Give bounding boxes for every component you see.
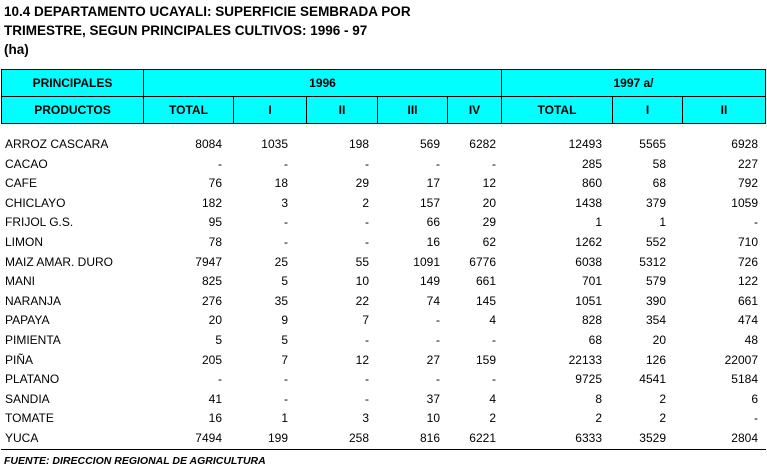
- row-value: 29: [482, 215, 496, 230]
- row-value: 10: [355, 274, 369, 289]
- row-value: 5565: [639, 137, 666, 151]
- row-value: 157: [419, 195, 440, 210]
- row-value: -: [284, 156, 288, 171]
- table-row: [0, 331, 767, 351]
- row-value: 6: [751, 391, 758, 406]
- col-q2-1996: II: [306, 96, 378, 124]
- row-value: 285: [581, 156, 602, 171]
- row-value: 6928: [731, 137, 758, 151]
- row-value: 18: [274, 176, 288, 191]
- row-value: 4541: [639, 372, 666, 387]
- row-value: 48: [744, 332, 758, 347]
- table-row: [0, 409, 767, 429]
- row-value: -: [754, 411, 758, 426]
- row-value: 7947: [195, 254, 222, 269]
- col-q3-1996: III: [377, 96, 448, 124]
- row-value: -: [218, 372, 222, 387]
- table-row: [0, 390, 767, 410]
- row-product-name: LIMON: [5, 234, 44, 249]
- row-value: 276: [201, 293, 222, 308]
- row-value: 5: [215, 332, 222, 347]
- row-value: 10: [426, 411, 440, 426]
- row-value: 41: [208, 391, 222, 406]
- row-value: 4: [489, 313, 496, 328]
- row-product-name: CAFE: [5, 176, 38, 191]
- row-value: 6776: [469, 254, 496, 269]
- title-line-2: TRIMESTRE, SEGUN PRINCIPALES CULTIVOS: 1996 - 97: [4, 23, 368, 38]
- row-value: 2: [489, 411, 496, 426]
- row-product-name: SANDIA: [5, 391, 50, 406]
- row-value: 8084: [195, 137, 222, 151]
- row-value: 182: [201, 195, 222, 210]
- row-value: 6221: [469, 430, 496, 445]
- row-value: 6282: [469, 137, 496, 151]
- source-note: FUENTE: DIRECCION REGIONAL DE AGRICULTURA: [4, 455, 266, 467]
- row-value: 1262: [575, 234, 602, 249]
- row-product-name: PIÑA: [5, 352, 34, 367]
- row-value: 20: [652, 332, 666, 347]
- row-value: -: [284, 391, 288, 406]
- row-value: 726: [737, 254, 758, 269]
- row-product-name: PLATANO: [5, 372, 60, 387]
- col-q4-1996: IV: [447, 96, 502, 124]
- row-value: 16: [426, 234, 440, 249]
- row-value: -: [365, 332, 369, 347]
- row-value: -: [365, 234, 369, 249]
- table-body: [0, 135, 767, 449]
- row-value: 7: [281, 352, 288, 367]
- row-value: 3529: [639, 430, 666, 445]
- table-row: [0, 351, 767, 371]
- row-value: -: [365, 372, 369, 387]
- row-value: 9725: [575, 372, 602, 387]
- row-value: 12493: [568, 137, 602, 151]
- table-header: [1, 69, 766, 124]
- row-value: 37: [426, 391, 440, 406]
- row-product-name: CACAO: [5, 156, 48, 171]
- table-row: [0, 370, 767, 390]
- row-product-name: PIMIENTA: [5, 332, 61, 347]
- row-value: 3: [362, 411, 369, 426]
- col-q2-1997: II: [682, 96, 766, 124]
- table-title: [4, 2, 604, 59]
- header-year-1996: 1996: [143, 69, 502, 97]
- row-value: 552: [645, 234, 666, 249]
- row-value: 55: [355, 254, 369, 269]
- row-product-name: YUCA: [5, 430, 39, 445]
- row-product-name: FRIJOL G.S.: [5, 215, 74, 230]
- table-row: [0, 135, 767, 155]
- row-value: 22: [355, 293, 369, 308]
- row-value: 1: [281, 411, 288, 426]
- row-value: 35: [274, 293, 288, 308]
- row-value: 27: [426, 352, 440, 367]
- row-value: 1091: [413, 254, 440, 269]
- row-value: 390: [645, 293, 666, 308]
- row-value: 126: [645, 352, 666, 367]
- row-value: 22133: [568, 352, 602, 367]
- row-value: 661: [475, 274, 496, 289]
- row-value: -: [436, 332, 440, 347]
- row-value: 22007: [724, 352, 758, 367]
- row-product-name: NARANJA: [5, 293, 62, 308]
- row-value: 1: [659, 215, 666, 230]
- col-q1-1996: I: [233, 96, 307, 124]
- table-row: [0, 292, 767, 312]
- row-value: 66: [426, 215, 440, 230]
- row-value: -: [365, 391, 369, 406]
- header-year-1997: 1997 a/: [501, 69, 766, 97]
- row-value: 354: [645, 313, 666, 328]
- row-product-name: PAPAYA: [5, 313, 50, 328]
- header-productos: PRODUCTOS: [1, 96, 144, 124]
- row-value: -: [436, 313, 440, 328]
- row-value: 792: [737, 176, 758, 191]
- row-value: 29: [355, 176, 369, 191]
- row-value: 12: [355, 352, 369, 367]
- row-value: 3: [281, 195, 288, 210]
- row-value: 5: [281, 274, 288, 289]
- row-value: 2: [659, 411, 666, 426]
- row-value: 2: [595, 411, 602, 426]
- row-product-name: ARROZ CASCARA: [5, 137, 109, 151]
- title-unit: (ha): [4, 42, 29, 57]
- row-value: 12: [482, 176, 496, 191]
- row-value: 8: [595, 391, 602, 406]
- row-value: 2804: [731, 430, 758, 445]
- row-value: -: [218, 156, 222, 171]
- row-value: -: [365, 215, 369, 230]
- row-value: 76: [208, 176, 222, 191]
- row-value: 68: [652, 176, 666, 191]
- col-q1-1997: I: [612, 96, 683, 124]
- header-principales: PRINCIPALES: [1, 69, 144, 97]
- table-row: [0, 311, 767, 331]
- row-value: 860: [581, 176, 602, 191]
- row-value: 20: [482, 195, 496, 210]
- table-row: [0, 194, 767, 214]
- title-line-1: 10.4 DEPARTAMENTO UCAYALI: SUPERFICIE SEMBRADA POR: [4, 4, 411, 19]
- row-value: 205: [201, 352, 222, 367]
- row-value: 5184: [731, 372, 758, 387]
- row-value: -: [492, 156, 496, 171]
- row-value: 1438: [575, 195, 602, 210]
- row-product-name: CHICLAYO: [5, 195, 66, 210]
- row-product-name: TOMATE: [5, 411, 54, 426]
- table-row: [0, 155, 767, 175]
- row-value: 1059: [731, 195, 758, 210]
- table-row: [0, 213, 767, 233]
- row-value: 62: [482, 234, 496, 249]
- row-value: 25: [274, 254, 288, 269]
- row-value: 701: [581, 274, 602, 289]
- row-value: 579: [645, 274, 666, 289]
- row-value: 227: [737, 156, 758, 171]
- row-value: 2: [659, 391, 666, 406]
- table-row: [0, 253, 767, 273]
- row-value: 1051: [575, 293, 602, 308]
- row-value: 6333: [575, 430, 602, 445]
- row-value: -: [284, 372, 288, 387]
- row-value: -: [436, 372, 440, 387]
- col-total-1996: TOTAL: [143, 96, 234, 124]
- row-value: 199: [267, 430, 288, 445]
- row-value: 95: [208, 215, 222, 230]
- row-value: 2: [362, 195, 369, 210]
- row-value: 816: [419, 430, 440, 445]
- row-value: -: [492, 332, 496, 347]
- row-value: 5312: [639, 254, 666, 269]
- row-value: -: [754, 215, 758, 230]
- row-value: 661: [737, 293, 758, 308]
- row-value: 569: [419, 137, 440, 151]
- row-value: 379: [645, 195, 666, 210]
- row-product-name: MAIZ AMAR. DURO: [5, 254, 114, 269]
- row-value: -: [436, 156, 440, 171]
- row-value: 145: [475, 293, 496, 308]
- table-row: [0, 174, 767, 194]
- table-row: [0, 233, 767, 253]
- row-value: 74: [426, 293, 440, 308]
- table-bottom-rule: [1, 449, 766, 450]
- row-value: 4: [489, 391, 496, 406]
- row-value: 7: [362, 313, 369, 328]
- table-row: [0, 429, 767, 449]
- row-value: 1035: [261, 137, 288, 151]
- row-value: 9: [281, 313, 288, 328]
- row-value: 825: [201, 274, 222, 289]
- row-value: 159: [475, 352, 496, 367]
- row-product-name: MANI: [5, 274, 35, 289]
- row-value: 7494: [195, 430, 222, 445]
- row-value: 710: [737, 234, 758, 249]
- row-value: -: [284, 234, 288, 249]
- row-value: 78: [208, 234, 222, 249]
- row-value: 17: [426, 176, 440, 191]
- row-value: 6038: [575, 254, 602, 269]
- row-value: 828: [581, 313, 602, 328]
- row-value: 16: [208, 411, 222, 426]
- row-value: 198: [348, 137, 369, 151]
- row-value: -: [365, 156, 369, 171]
- row-value: 20: [208, 313, 222, 328]
- col-total-1997: TOTAL: [501, 96, 613, 124]
- row-value: 474: [737, 313, 758, 328]
- table-row: [0, 272, 767, 292]
- row-value: -: [284, 215, 288, 230]
- row-value: 122: [737, 274, 758, 289]
- row-value: 5: [281, 332, 288, 347]
- row-value: -: [492, 372, 496, 387]
- row-value: 149: [419, 274, 440, 289]
- row-value: 58: [652, 156, 666, 171]
- row-value: 258: [348, 430, 369, 445]
- row-value: 68: [588, 332, 602, 347]
- row-value: 1: [595, 215, 602, 230]
